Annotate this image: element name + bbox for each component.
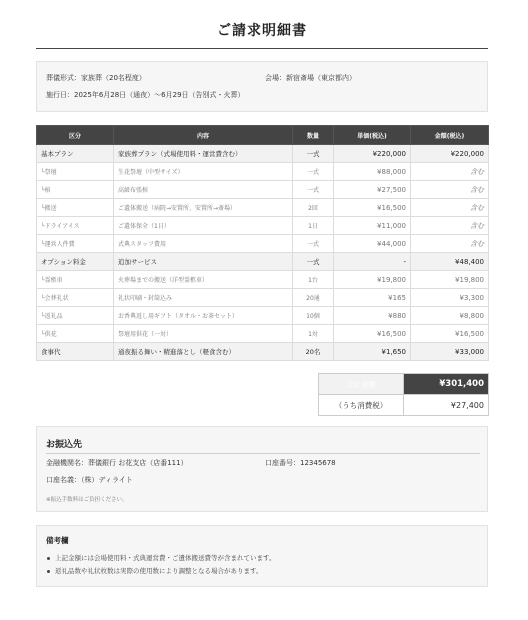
remarks-heading: 備考欄	[46, 536, 69, 545]
remarks-item	[47, 566, 275, 579]
cell-quantity: 1対	[293, 325, 334, 343]
cell-quantity: 20通	[293, 289, 334, 307]
cell-category: └運営人件費	[37, 235, 114, 253]
table-row	[37, 253, 489, 271]
remarks-item-text: 返礼品数や礼状枚数は実際の使用数により調整となる場合があります。	[55, 567, 263, 575]
cell-unit-price: ¥16,500	[334, 325, 411, 343]
cell-quantity: 20名	[293, 343, 334, 361]
cell-quantity: 一式	[293, 145, 334, 163]
remarks-list	[47, 553, 275, 579]
venue: 会場：新宿斎場（東京都内）	[265, 74, 356, 82]
cell-content: 通夜振る舞い・精進落とし（軽食含む）	[114, 343, 293, 361]
cell-quantity: 10個	[293, 307, 334, 325]
cell-content: 礼状印刷・封筒込み	[114, 289, 293, 307]
cell-amount: ¥48,400	[411, 253, 489, 271]
cell-content: ご遺体保全（1日）	[114, 217, 293, 235]
cell-content: 生花祭壇（中型サイズ）	[114, 163, 293, 181]
cell-content: 家族葬プラン（式場使用料・運営費含む）	[114, 145, 293, 163]
cell-unit-price: ¥44,000	[334, 235, 411, 253]
cell-category: └祭壇	[37, 163, 114, 181]
cell-quantity: 1日	[293, 217, 334, 235]
table-row	[37, 325, 489, 343]
table-row	[37, 217, 489, 235]
table-row	[37, 235, 489, 253]
table-row	[37, 271, 489, 289]
table-row	[37, 343, 489, 361]
cell-content: 祭壇用供花（一対）	[114, 325, 293, 343]
cell-amount: ¥33,000	[411, 343, 489, 361]
cell-amount: ¥220,000	[411, 145, 489, 163]
account-number: 口座番号：12345678	[265, 459, 336, 467]
header-content: 内容	[114, 126, 293, 145]
total-value: ¥301,400	[404, 374, 489, 395]
cell-quantity: 一式	[293, 235, 334, 253]
document-title: ご請求明細書	[217, 23, 307, 39]
remarks-panel	[36, 525, 488, 587]
table-row	[37, 289, 489, 307]
cell-category: └ドライアイス	[37, 217, 114, 235]
bank-name: 金融機関名：葬儀銀行 お花支店（店番111）	[46, 459, 188, 467]
ceremony-info-panel	[36, 61, 488, 112]
cell-quantity: 2回	[293, 199, 334, 217]
header-category: 区分	[37, 126, 114, 145]
totals-table	[318, 373, 489, 416]
cell-content: 追加サービス	[114, 253, 293, 271]
table-row	[37, 181, 489, 199]
table-row	[37, 199, 489, 217]
cell-category: └会葬礼状	[37, 289, 114, 307]
cell-unit-price: ¥165	[334, 289, 411, 307]
bank-divider	[46, 453, 480, 454]
header-unit-price: 単価(税込)	[334, 126, 411, 145]
cell-unit-price: ¥11,000	[334, 217, 411, 235]
cell-content: 式典スタッフ費用	[114, 235, 293, 253]
cell-quantity: 1台	[293, 271, 334, 289]
bank-fee-note: ※振込手数料はご負担ください。	[46, 497, 128, 503]
total-row	[319, 374, 489, 395]
tax-value: ¥27,400	[404, 395, 489, 416]
bullet-icon	[47, 570, 50, 573]
cell-amount: 含む	[411, 163, 489, 181]
cell-unit-price: ¥220,000	[334, 145, 411, 163]
table-row	[37, 145, 489, 163]
tax-label: （うち消費税）	[319, 395, 404, 416]
cell-category: └返礼品	[37, 307, 114, 325]
cell-category: 基本プラン	[37, 145, 114, 163]
cell-amount: ¥8,800	[411, 307, 489, 325]
cell-content: ご遺体搬送（病院→安置所、安置所→斎場）	[114, 199, 293, 217]
funeral-type: 葬儀形式：家族葬（20名程度）	[46, 74, 146, 82]
cell-content: 火葬場までの搬送（洋型霊柩車）	[114, 271, 293, 289]
remarks-item-text: 上記金額には会場使用料・式典運営費・ご遺体搬送費等が含まれています。	[55, 554, 276, 562]
cell-amount: ¥16,500	[411, 325, 489, 343]
cell-amount: 含む	[411, 217, 489, 235]
cell-category: └搬送	[37, 199, 114, 217]
bank-transfer-panel	[36, 426, 488, 512]
cell-unit-price: -	[334, 253, 411, 271]
cell-content: お香典返し用ギフト（タオル・お茶セット）	[114, 307, 293, 325]
cell-category: └霊柩車	[37, 271, 114, 289]
cell-amount: 含む	[411, 235, 489, 253]
cell-amount: ¥19,800	[411, 271, 489, 289]
cell-category: └供花	[37, 325, 114, 343]
cell-unit-price: ¥27,500	[334, 181, 411, 199]
header-quantity: 数量	[293, 126, 334, 145]
cell-category: オプション料金	[37, 253, 114, 271]
cell-amount: 含む	[411, 181, 489, 199]
total-label: 合計金額	[319, 374, 404, 395]
bullet-icon	[47, 557, 50, 560]
header-amount: 金額(税込)	[411, 126, 489, 145]
tax-row	[319, 395, 489, 416]
cell-quantity: 一式	[293, 163, 334, 181]
cell-unit-price: ¥19,800	[334, 271, 411, 289]
remarks-item	[47, 553, 275, 566]
cell-content: 高級布張棺	[114, 181, 293, 199]
cell-unit-price: ¥88,000	[334, 163, 411, 181]
cell-amount: 含む	[411, 199, 489, 217]
cell-unit-price: ¥16,500	[334, 199, 411, 217]
table-row	[37, 163, 489, 181]
account-holder: 口座名義：（株）ディライト	[46, 476, 133, 484]
cell-quantity: 一式	[293, 253, 334, 271]
line-items-body	[37, 145, 489, 361]
cell-category: └棺	[37, 181, 114, 199]
cell-amount: ¥3,300	[411, 289, 489, 307]
cell-category: 食事代	[37, 343, 114, 361]
cell-unit-price: ¥1,650	[334, 343, 411, 361]
title-divider	[36, 48, 488, 49]
table-row	[37, 307, 489, 325]
cell-unit-price: ¥880	[334, 307, 411, 325]
cell-quantity: 一式	[293, 181, 334, 199]
line-items-table	[36, 125, 489, 361]
table-header-row	[37, 126, 489, 145]
ceremony-date: 施行日：2025年6月28日（通夜）〜6月29日（告別式・火葬）	[46, 91, 245, 99]
bank-heading: お振込先	[46, 440, 83, 450]
